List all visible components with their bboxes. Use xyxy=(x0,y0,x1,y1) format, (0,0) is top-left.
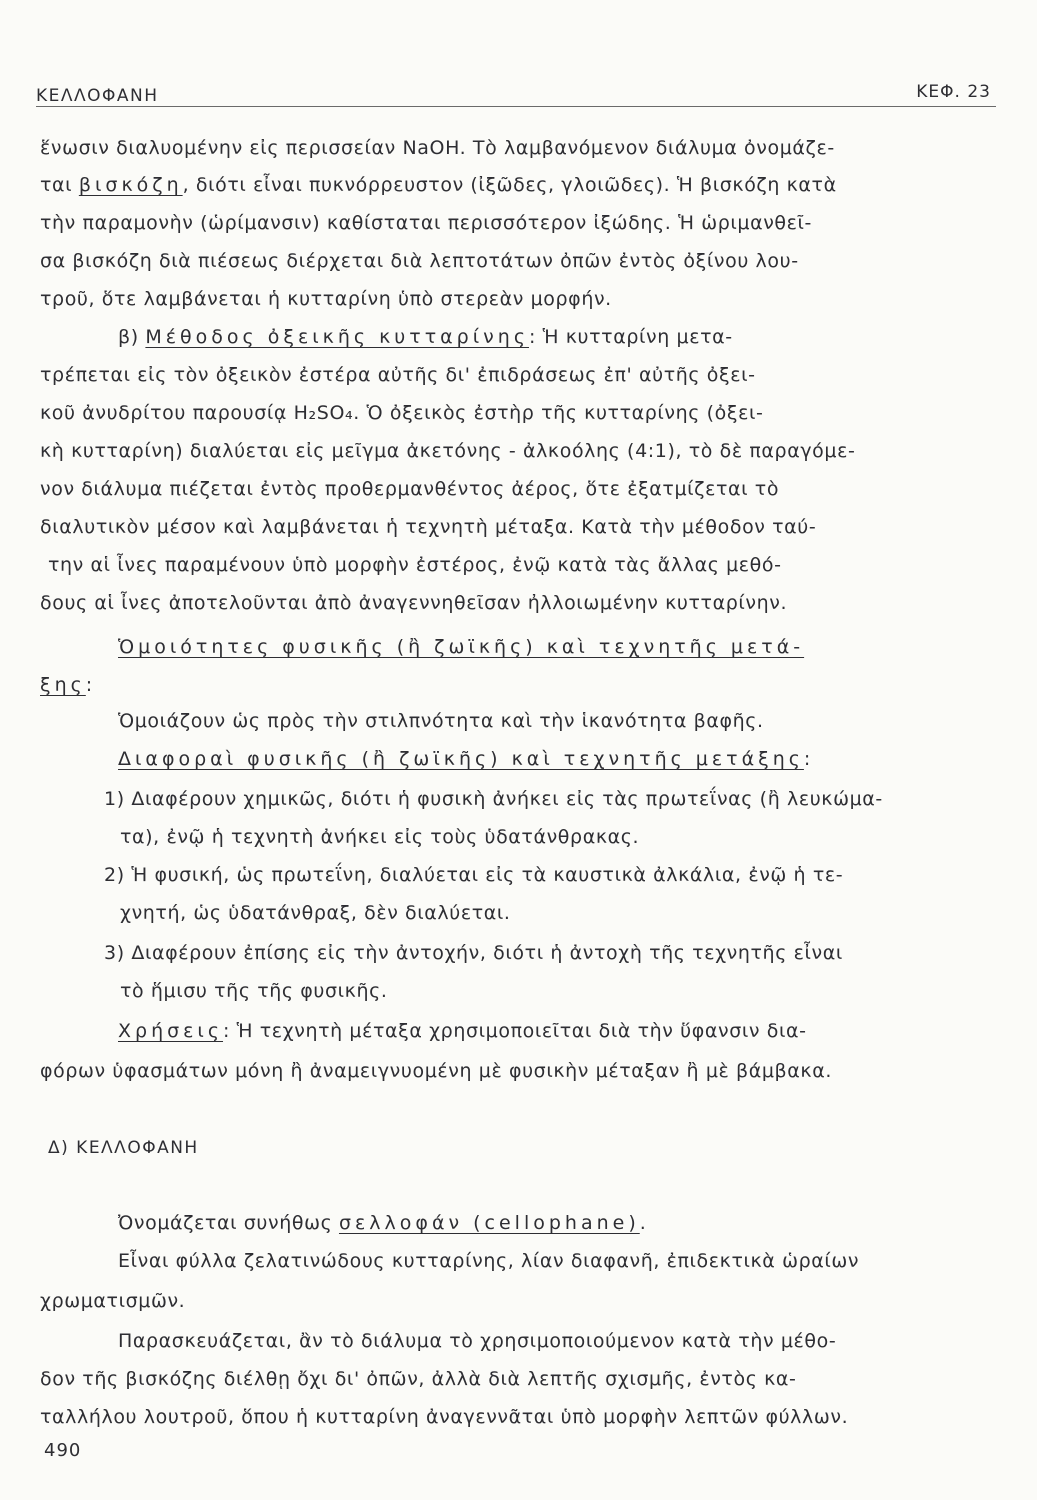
text-line xyxy=(40,1404,848,1430)
text-line xyxy=(118,634,804,660)
text-line xyxy=(118,708,764,734)
text-run: : Ἡ κυτταρίνη μετα- xyxy=(528,326,733,348)
text-line xyxy=(118,324,733,350)
text-run: την αἱ ἶνες παραμένουν ὑπὸ μορφὴν ἐστέρος, ἐνῷ κατὰ τὰς ἄλλας μεθό- xyxy=(48,554,782,576)
text-run: : xyxy=(803,748,811,770)
text-run: : xyxy=(85,674,93,696)
header-rule xyxy=(36,106,996,107)
text-run: τρέπεται εἰς τὸν ὀξεικὸν ἐστέρα αὐτῆς δι' ἐπιδράσεως ἐπ' αὐτῆς ὀξει- xyxy=(40,364,756,386)
text-line xyxy=(40,672,93,698)
text-run: Εἶναι φύλλα ζελατινώδους κυτταρίνης, λίαν διαφανῆ, ἐπιδεκτικὰ ὡραίων xyxy=(118,1250,860,1272)
underlined-term: ξης xyxy=(40,674,86,696)
text-run: τὸ ἥμισυ τῆς τῆς φυσικῆς. xyxy=(120,980,388,1002)
text-run: Ὀνομάζεται συνήθως xyxy=(118,1212,339,1234)
text-run: σα βισκόζη διὰ πιέσεως διέρχεται διὰ λεπτοτάτων ὀπῶν ἐντὸς ὀξίνου λου- xyxy=(40,250,799,272)
underlined-term: σελλοφάν (cellophane) xyxy=(338,1212,640,1234)
text-run: ἕνωσιν διαλυομένην εἰς περισσείαν NaOH. Τὸ λαμβανόμενον διάλυμα ὀνομάζε- xyxy=(40,137,835,159)
text-line xyxy=(104,786,883,812)
text-line xyxy=(40,248,799,274)
text-run: χνητή, ὡς ὑδατάνθραξ, δὲν διαλύεται. xyxy=(120,902,511,924)
text-line xyxy=(118,1210,646,1236)
underlined-term: Ὁμοιότητες φυσικῆς (ἢ ζωϊκῆς) καὶ τεχνητῆς μετά- xyxy=(118,636,805,658)
text-line xyxy=(118,1328,836,1354)
text-line xyxy=(40,135,835,161)
underlined-term: Χρήσεις xyxy=(118,1020,224,1042)
text-line xyxy=(118,1018,807,1044)
text-line xyxy=(40,400,763,426)
underlined-term: Μέθοδος ὀξεικῆς κυτταρίνης xyxy=(145,326,529,348)
text-run: ταλλήλου λουτροῦ, ὅπου ἡ κυτταρίνη ἀναγεννᾶται ὑπὸ μορφὴν λεπτῶν φύλλων. xyxy=(40,1406,849,1428)
text-run: , διότι εἶναι πυκνόρρευστον (ἰξῶδες, γλοιῶδες). Ἡ βισκόζη κατὰ xyxy=(182,174,837,196)
text-run: Ὁμοιάζουν ὡς πρὸς τὴν στιλπνότητα καὶ τὴν ἱκανότητα βαφῆς. xyxy=(118,710,764,732)
text-run: νον διάλυμα πιέζεται ἐντὸς προθερμανθέντος ἀέρος, ὅτε ἐξατμίζεται τὸ xyxy=(40,478,780,500)
text-line xyxy=(104,862,843,888)
text-line xyxy=(120,900,511,926)
text-line xyxy=(40,210,812,236)
text-run: ται xyxy=(40,174,79,196)
page-number: 490 xyxy=(44,1440,82,1461)
text-run: τὴν παραμονὴν (ὡρίμανσιν) καθίσταται περισσότερον ἰξώδης. Ἡ ὡριμανθεῖ- xyxy=(40,212,812,234)
text-run: κὴ κυτταρίνη) διαλύεται εἰς μεῖγμα ἀκετόνης - ἀλκοόλης (4:1), τὸ δὲ παραγόμε- xyxy=(40,440,856,462)
text-run: φόρων ὑφασμάτων μόνη ἢ ἀναμειγνυομένη μὲ φυσικὴν μέταξαν ἢ μὲ βάμβακα. xyxy=(40,1060,832,1082)
text-run: διαλυτικὸν μέσον καὶ λαμβάνεται ἡ τεχνητὴ μέταξα. Κατὰ τὴν μέθοδον ταύ- xyxy=(40,516,817,538)
text-line xyxy=(48,552,782,578)
text-run: κοῦ ἀνυδρίτου παρουσίᾳ H₂SO₄. Ὁ ὀξεικὸς ἐστὴρ τῆς κυτταρίνης (ὀξει- xyxy=(40,402,764,424)
text-run: δους αἱ ἶνες ἀποτελοῦνται ἀπὸ ἀναγεννηθεῖσαν ἠλλοιωμένην κυτταρίνην. xyxy=(40,592,788,614)
text-line xyxy=(40,514,816,540)
text-line xyxy=(40,438,855,464)
text-line xyxy=(40,1288,185,1314)
text-line xyxy=(104,940,843,966)
text-line xyxy=(120,978,388,1004)
text-line xyxy=(40,590,787,616)
text-run: τροῦ, ὅτε λαμβάνεται ἡ κυτταρίνη ὑπὸ στερεὰν μορφήν. xyxy=(40,288,612,310)
text-line xyxy=(40,1366,796,1392)
text-run: 3) Διαφέρουν ἐπίσης εἰς τὴν ἀντοχήν, διότι ἡ ἀντοχὴ τῆς τεχνητῆς εἶναι xyxy=(104,942,843,964)
text-run: χρωματισμῶν. xyxy=(40,1290,186,1312)
text-line xyxy=(40,172,837,198)
underlined-term: βισκόζη xyxy=(78,174,183,196)
text-run: δον τῆς βισκόζης διέλθῃ ὄχι δι' ὀπῶν, ἀλλὰ διὰ λεπτῆς σχισμῆς, ἐντὸς κα- xyxy=(40,1368,797,1390)
text-run: 2) Ἡ φυσική, ὡς πρωτεΐνη, διαλύεται εἰς τὰ καυστικὰ ἀλκάλια, ἐνῷ ἡ τε- xyxy=(104,864,844,886)
text-line xyxy=(40,286,612,312)
chapter-label: ΚΕΦ. 23 xyxy=(916,82,991,102)
text-line xyxy=(118,746,811,772)
text-run: . xyxy=(639,1212,647,1234)
text-line xyxy=(120,824,639,850)
text-run: : Ἡ τεχνητὴ μέταξα χρησιμοποιεῖται διὰ τὴν ὕφανσιν δια- xyxy=(223,1020,807,1042)
text-line xyxy=(40,1058,832,1084)
text-line xyxy=(118,1248,859,1274)
underlined-term: Διαφοραὶ φυσικῆς (ἢ ζωϊκῆς) καὶ τεχνητῆς μετάξης xyxy=(118,748,804,770)
text-run: τα), ἐνῷ ἡ τεχνητὴ ἀνήκει εἰς τοὺς ὑδατάνθρακας. xyxy=(120,826,640,848)
text-line xyxy=(40,362,756,388)
text-run: β) xyxy=(118,326,146,348)
running-header-title: ΚΕΛΛΟΦΑΝΗ xyxy=(36,86,159,106)
text-run: Παρασκευάζεται, ἂν τὸ διάλυμα τὸ χρησιμοποιούμενον κατὰ τὴν μέθο- xyxy=(118,1330,837,1352)
section-heading: Δ) ΚΕΛΛΟΦΑΝΗ xyxy=(48,1138,199,1158)
text-line xyxy=(40,476,779,502)
text-run: 1) Διαφέρουν χημικῶς, διότι ἡ φυσικὴ ἀνήκει εἰς τὰς πρωτεΐνας (ἢ λευκώμα- xyxy=(104,788,883,810)
